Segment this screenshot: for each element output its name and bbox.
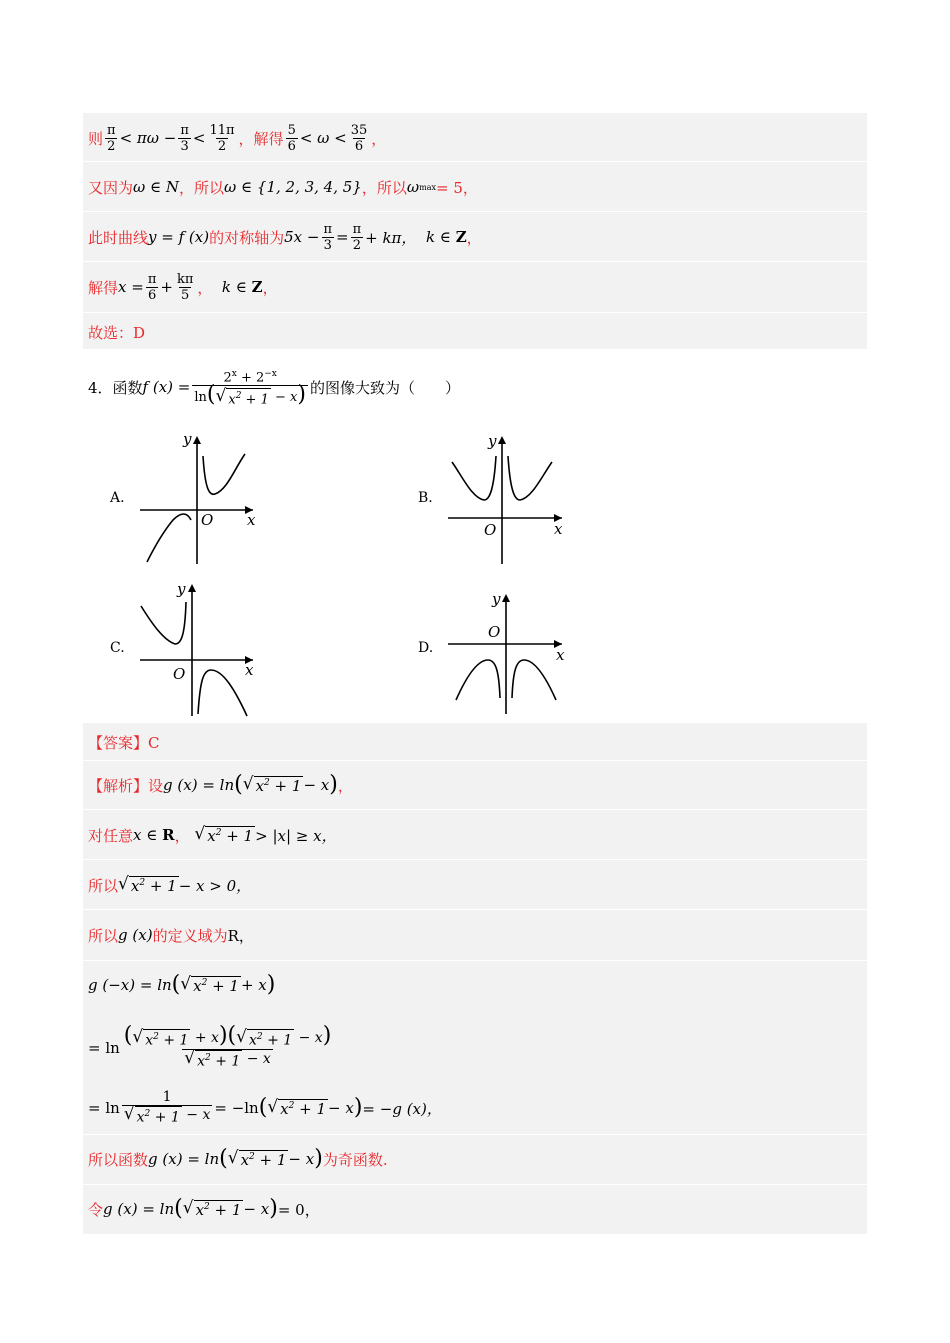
origin-label: O (488, 623, 501, 641)
x-label: x (554, 520, 563, 538)
origin-label: O (484, 521, 497, 539)
x-label: x (245, 661, 254, 679)
arrow-icon (188, 584, 196, 592)
x-label: x (556, 646, 565, 664)
divider (83, 161, 867, 162)
y-label: y (492, 590, 501, 608)
analysis-line-5: g (−x) = ln ( √ $x^2 + 1$ + x ) (88, 972, 276, 997)
question-4: 4．函数 f (x) = $2^x + 2^{-x}$ ln( √ $x^2 + 1$ − x) 的图像大致为（ ） (88, 368, 460, 408)
analysis-line-4: 所以 g (x) 的定义域为 R， (88, 926, 254, 945)
solution-line-3: 此时曲线 y = f (x) 的对称轴为 5x − $\frac{\pi}{3}$ = $\frac{\pi}{2}$ + kπ， k ∈ Z ， (88, 221, 482, 253)
divider (83, 1134, 867, 1135)
analysis-line-7: = ln 1 √ $x^2 + 1$ − x = −ln ( √ $x^2 + 1$ − x ) = −g (x)， (88, 1089, 442, 1126)
origin-label: O (201, 511, 214, 529)
divider (83, 859, 867, 860)
analysis-line-3: 所以 √ $x^2 + 1$ − x > 0， (88, 873, 252, 895)
curve (508, 456, 552, 500)
analysis-line-6: = ln ( √ $x^2 + 1$ + x)( √ $x^2 + 1$ − x) √ $x^2 + 1$ − x (88, 1022, 332, 1070)
analysis-line-8: 所以函数 g (x) = ln ( √ $x^2 + 1$ − x ) 为奇函数. (88, 1146, 388, 1171)
graph-b (440, 428, 575, 568)
arrow-icon (498, 436, 506, 444)
arrow-icon (502, 594, 510, 602)
arrow-icon (193, 436, 201, 444)
answer-line: 【答案】C (88, 733, 160, 752)
curve (512, 660, 556, 700)
analysis-line-1: 【解析】 设 g (x) = ln ( √ $x^2 + 1$ − x ) ， (88, 772, 353, 797)
analysis-line-9: 令 g (x) = ln ( √ $x^2 + 1$ − x ) = 0， (88, 1196, 320, 1221)
solution-line-5: 故选：D (88, 323, 146, 342)
x-label: x (247, 511, 256, 529)
y-label: y (488, 432, 497, 450)
curve (203, 454, 245, 494)
divider (83, 261, 867, 262)
divider (83, 960, 867, 961)
graph-a (135, 428, 270, 568)
y-label: y (183, 430, 192, 448)
analysis-line-2: 对任意 x ∈ R ， √ $x^2 + 1$ > |x| ≥ x， (88, 823, 337, 845)
option-c-label[interactable]: C. (110, 640, 125, 656)
solution-line-4: 解得 x = $\frac{\pi}{6}$ + $\frac{k\pi}{5}$ ， k ∈ Z ， (88, 271, 278, 303)
solution-line-2: 又因为 ω ∈ N ，所以 ω ∈ {1, 2, 3, 4, 5} ，所以 ω max = 5， (88, 178, 478, 197)
divider (83, 211, 867, 212)
curve (456, 660, 500, 700)
divider (83, 1184, 867, 1185)
option-b-label[interactable]: B. (418, 490, 433, 506)
divider (83, 760, 867, 761)
curve (147, 514, 191, 562)
curve (198, 670, 247, 716)
graph-d (440, 588, 575, 718)
origin-label: O (173, 665, 186, 683)
solution-line-1: 则 $\frac{\pi}{2}$ < πω − $\frac{\pi}{3}$ < $\frac{11\pi}{2}$ ，解得 $\frac{5}{6}$ < ω < $\frac{35}{6}$ ， (88, 122, 387, 154)
graph-c (135, 578, 270, 718)
option-d-label[interactable]: D. (418, 640, 434, 656)
divider (83, 312, 867, 313)
option-a-label[interactable]: A. (110, 490, 125, 506)
divider (83, 809, 867, 810)
y-label: y (177, 580, 186, 598)
curve (452, 456, 496, 500)
divider (83, 909, 867, 910)
curve (141, 602, 186, 644)
